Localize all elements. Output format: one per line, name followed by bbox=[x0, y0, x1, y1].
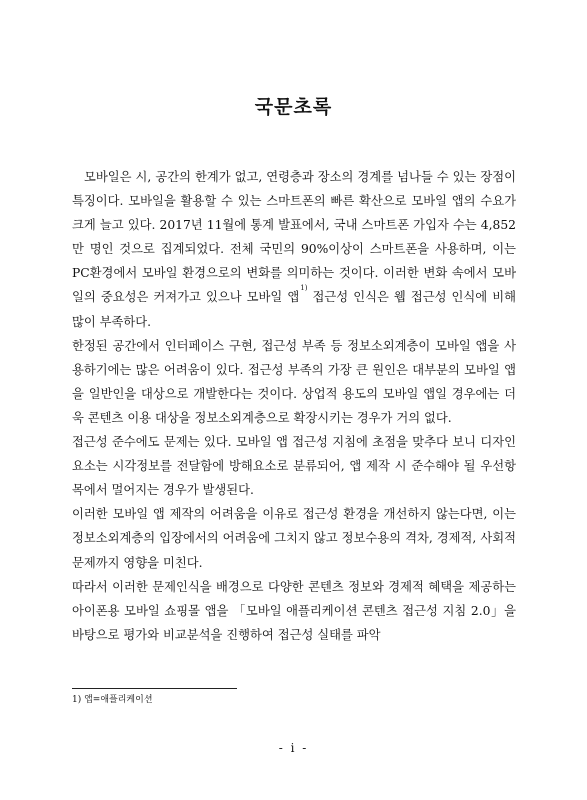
footnote-marker: 1) bbox=[72, 695, 82, 705]
footnote-divider bbox=[72, 688, 237, 689]
footnote bbox=[72, 694, 153, 706]
footnote-text: 앱=애플리케이션 bbox=[81, 695, 153, 705]
page-title: 국문초록 bbox=[254, 96, 333, 118]
paragraph-3: 접근성 준수에도 문제는 있다. 모바일 앱 접근성 지침에 초점을 맞추다 보니 디자인 요소는 시각정보를 전달함에 방해요소로 분류되어, 앱 제작 시 준수해야 될 우선항목에서 멀어지는 경우가 발생된다. bbox=[72, 435, 516, 498]
page-number: - i - bbox=[278, 741, 309, 755]
paragraph-1-text: 모바일은 시, 공간의 한계가 없고, 연령층과 장소의 경계를 넘나들 수 있는 장점이 특징이다. 모바일을 활용할 수 있는 스마트폰의 빠른 확산으로 모바일 앱의 수요가 크게 늘고 있다. 2017년 11월에 통계 발표에서, 국내 스마트폰 가입자 수는 4,852만 명인 것으로 집계되었다. 전체 국민의 90%이상이 스마트폰을 사용하며, 이는 PC환경에서 모바일 환경으로의 변화를 의미하는 것이다. 이러한 변화 속에서 모바일의 중요성은 커져가고 있으나 모바일 앱 bbox=[72, 170, 516, 305]
paragraph-4: 이러한 모바일 앱 제작의 어려움을 이유로 접근성 환경을 개선하지 않는다면, 이는 정보소외계층의 입장에서의 어려움에 그치지 않고 정보수용의 격차, 경제적, 사회적 문제까지 영향을 미친다. bbox=[72, 507, 516, 570]
abstract-body bbox=[72, 165, 516, 647]
paragraph-1 bbox=[72, 165, 516, 334]
paragraph-1-text-end: 접근성 인식은 웹 접근성 인식에 비해 많이 부족하다. bbox=[72, 290, 517, 329]
paragraph-5: 따라서 이러한 문제인식을 배경으로 다양한 콘텐츠 정보와 경제적 혜택을 제공하는 아이폰용 모바일 쇼핑몰 앱을 「모바일 애플리케이션 콘텐츠 접근성 지침 2.0」을 바탕으로 평가와 비교분석을 진행하여 접근성 실태를 파악 bbox=[72, 579, 516, 642]
paragraph-2: 한정된 공간에서 인터페이스 구현, 접근성 부족 등 정보소외계층이 모바일 앱을 사용하기에는 많은 어려움이 있다. 접근성 부족의 가장 큰 원인은 대부분의 모바일 앱을 일반인을 대상으로 개발한다는 것이다. 상업적 용도의 모바일 앱일 경우에는 더욱 콘텐츠 이용 대상을 정보소외계층으로 확장시키는 경우가 거의 없다. bbox=[72, 338, 516, 425]
footnote-ref: 1) bbox=[300, 284, 308, 293]
